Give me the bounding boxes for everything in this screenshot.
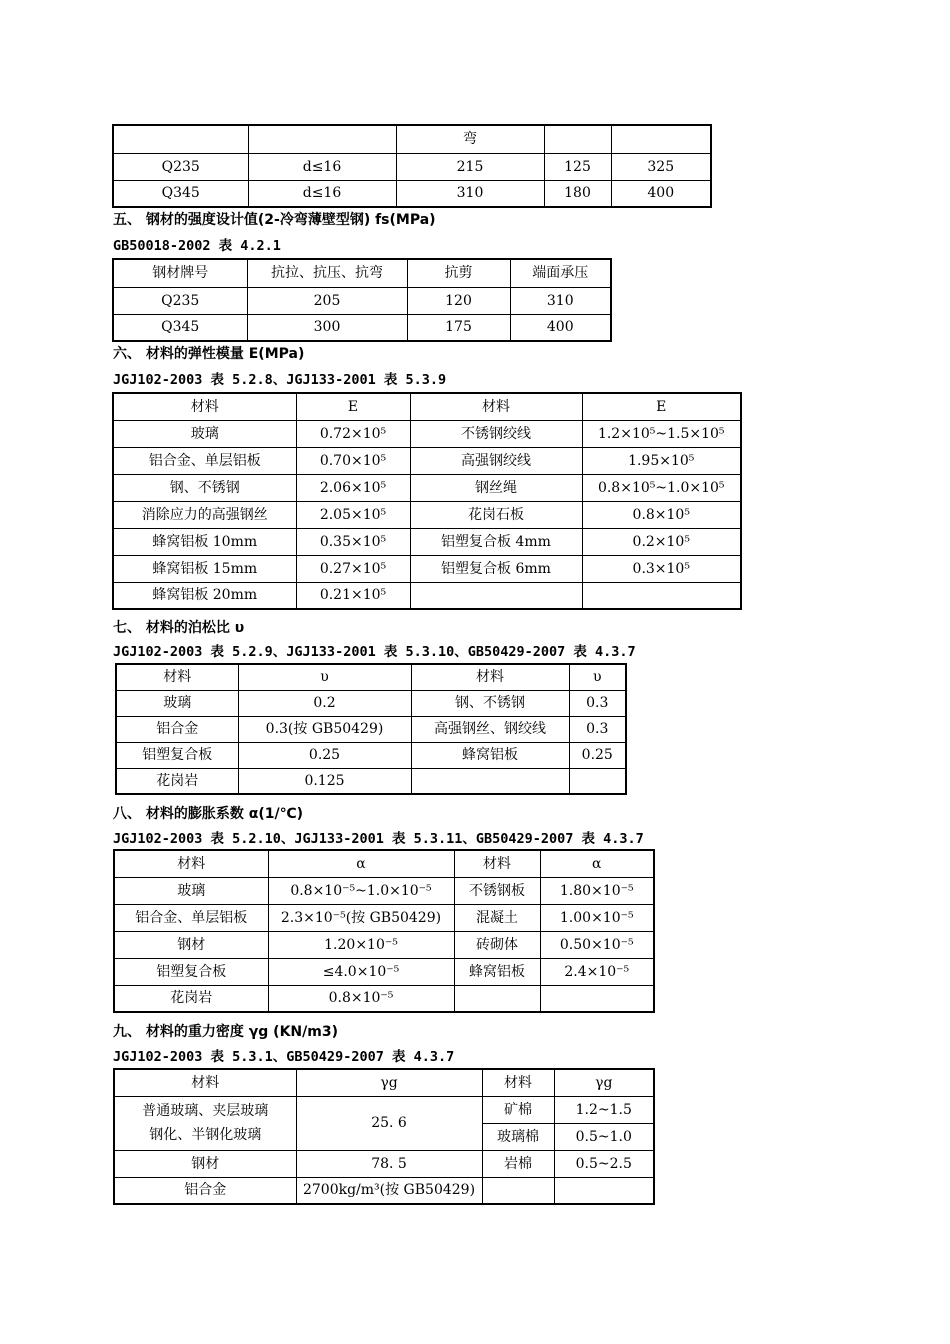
table-cell: ≤4.0×10⁻⁵: [268, 958, 454, 985]
table-row: [113, 582, 741, 609]
table-cell: 310: [510, 287, 611, 314]
table-cell: 钢、不锈钢: [113, 474, 296, 501]
table-cell: 钢材: [114, 931, 268, 958]
table-cell: 0.3(按 GB50429): [238, 716, 411, 742]
table-row: [114, 985, 654, 1012]
table-cell: Q345: [113, 180, 248, 207]
table-row: [113, 528, 741, 555]
table-row: [113, 420, 741, 447]
table-cell: 2700kg/m³(按 GB50429): [296, 1177, 482, 1204]
table-row: [113, 287, 611, 314]
table-row: [114, 958, 654, 985]
table-row: [113, 501, 741, 528]
table-cell: 0.8×10⁻⁵: [268, 985, 454, 1012]
table-cell: 蜂窝铝板 10mm: [113, 528, 296, 555]
table-cell: 1.2~1.5: [554, 1096, 654, 1123]
table-cell: 钢丝绳: [410, 474, 582, 501]
table-cell: [411, 768, 569, 794]
cold-formed-steel-strength-table: [112, 258, 612, 342]
table-cell: γg: [554, 1069, 654, 1096]
table-cell: α: [540, 850, 654, 877]
table-cell: 400: [611, 180, 711, 207]
table-cell: 0.25: [569, 742, 626, 768]
table-row: [114, 931, 654, 958]
table-row: [116, 742, 626, 768]
table-cell: 0.8×10⁵: [582, 501, 741, 528]
table-cell: 0.3: [569, 690, 626, 716]
table-cell: 1.00×10⁻⁵: [540, 904, 654, 931]
table-header-row: [113, 393, 741, 420]
elastic-modulus-table: [112, 392, 742, 610]
table-cell: 玻璃棉: [482, 1123, 554, 1150]
table-cell: d≤16: [248, 180, 396, 207]
table-cell: 岩棉: [482, 1150, 554, 1177]
gravity-density-table: [113, 1068, 655, 1205]
table-cell: 材料: [454, 850, 540, 877]
table-cell: 铝合金、单层铝板: [114, 904, 268, 931]
table-cell: 材料: [410, 393, 582, 420]
table-cell: [544, 125, 611, 153]
table-cell: 端面承压: [510, 259, 611, 287]
table-cell: [554, 1177, 654, 1204]
table-row: [113, 153, 711, 180]
table-cell: 175: [407, 314, 510, 341]
section-9-reference: JGJ102-2003 表 5.3.1、GB50429-2007 表 4.3.7: [113, 1049, 455, 1065]
section-5-table-wrap: [112, 258, 612, 342]
table-cell: 0.72×10⁵: [296, 420, 410, 447]
table-cell: 蜂窝铝板 15mm: [113, 555, 296, 582]
table-cell: 弯: [396, 125, 544, 153]
table-cell: 0.125: [238, 768, 411, 794]
elastic-modulus-body: [113, 393, 741, 609]
expansion-coefficient-table: [113, 849, 655, 1013]
table-cell: 1.95×10⁵: [582, 447, 741, 474]
table-row: [113, 447, 741, 474]
table-row: [114, 1177, 654, 1204]
table-cell: 蜂窝铝板: [411, 742, 569, 768]
table-row: [113, 314, 611, 341]
section-9-heading: 九、 材料的重力密度 γg (KN/m3): [113, 1024, 338, 1040]
table-cell: 0.50×10⁻⁵: [540, 931, 654, 958]
table-row: [116, 768, 626, 794]
table-cell: 325: [611, 153, 711, 180]
section-7-heading: 七、 材料的泊松比 υ: [113, 620, 245, 636]
table-cell: 材料: [114, 1069, 296, 1096]
table-cell: 砖砌体: [454, 931, 540, 958]
table-cell: 0.3: [569, 716, 626, 742]
table-row: [116, 690, 626, 716]
glass-type-line-2: 钢化、半钢化玻璃: [149, 1127, 262, 1143]
table-cell: 400: [510, 314, 611, 341]
table-cell: 0.3×10⁵: [582, 555, 741, 582]
table-row: [114, 1096, 654, 1123]
poisson-ratio-body: [116, 664, 626, 794]
table-cell: 铝合金: [116, 716, 238, 742]
section-6-table-wrap: [112, 392, 742, 610]
table-cell: 不锈钢板: [454, 877, 540, 904]
table-cell: 抗拉、抗压、抗弯: [247, 259, 407, 287]
table-cell: [454, 985, 540, 1012]
table-row: [114, 904, 654, 931]
table-cell: Q235: [113, 287, 247, 314]
table-cell: υ: [238, 664, 411, 690]
table-cell: 2.4×10⁻⁵: [540, 958, 654, 985]
table-cell: 0.2: [238, 690, 411, 716]
table-header-row: [116, 664, 626, 690]
table-cell: 180: [544, 180, 611, 207]
table-cell: [113, 125, 248, 153]
table-cell: 材料: [113, 393, 296, 420]
table-cell: 1.20×10⁻⁵: [268, 931, 454, 958]
table-cell: 0.8×10⁻⁵~1.0×10⁻⁵: [268, 877, 454, 904]
table-cell: 0.27×10⁵: [296, 555, 410, 582]
table-cell: 铝塑复合板: [114, 958, 268, 985]
table-cell: 混凝土: [454, 904, 540, 931]
table-cell: 矿棉: [482, 1096, 554, 1123]
table-cell: 花岗石板: [410, 501, 582, 528]
table-cell: 抗剪: [407, 259, 510, 287]
table-cell: 1.80×10⁻⁵: [540, 877, 654, 904]
table-cell: 25. 6: [296, 1096, 482, 1150]
table-row: [114, 877, 654, 904]
table-cell: 125: [544, 153, 611, 180]
section-6-reference: JGJ102-2003 表 5.2.8、JGJ133-2001 表 5.3.9: [113, 372, 447, 388]
expansion-coefficient-body: [114, 850, 654, 1012]
table-cell: 蜂窝铝板 20mm: [113, 582, 296, 609]
table-cell: 花岗岩: [114, 985, 268, 1012]
strength-table: [112, 124, 712, 208]
section-8-heading: 八、 材料的膨胀系数 α(1/℃): [113, 806, 303, 822]
table-cell: 材料: [411, 664, 569, 690]
table-cell: 材料: [482, 1069, 554, 1096]
table-row: [113, 474, 741, 501]
table-cell: [540, 985, 654, 1012]
table-cell: α: [268, 850, 454, 877]
table-cell: 铝塑复合板: [116, 742, 238, 768]
section-8-reference: JGJ102-2003 表 5.2.10、JGJ133-2001 表 5.3.11、GB50429-2007 表 4.3.7: [113, 831, 644, 847]
table-cell: [410, 582, 582, 609]
table-cell: [611, 125, 711, 153]
table-cell: [248, 125, 396, 153]
table-row: [114, 1150, 654, 1177]
table-cell: 材料: [116, 664, 238, 690]
table-cell: 玻璃: [113, 420, 296, 447]
table-cell-glass: [114, 1096, 296, 1150]
section-8-table-wrap: [113, 849, 655, 1013]
table-header-row: [114, 850, 654, 877]
table-cell: 高强钢绞线: [410, 447, 582, 474]
table-cell: 铝塑复合板 6mm: [410, 555, 582, 582]
table-row: [116, 716, 626, 742]
table-cell: 钢材: [114, 1150, 296, 1177]
section-5-heading: 五、 钢材的强度设计值(2-冷弯薄壁型钢) fs(MPa): [113, 212, 436, 228]
table-cell: 钢材牌号: [113, 259, 247, 287]
glass-type-line-1: 普通玻璃、夹层玻璃: [142, 1103, 269, 1119]
table-cell: 玻璃: [114, 877, 268, 904]
table-cell: 蜂窝铝板: [454, 958, 540, 985]
table-cell: 0.21×10⁵: [296, 582, 410, 609]
table-cell: 0.5~2.5: [554, 1150, 654, 1177]
table-cell: 0.5~1.0: [554, 1123, 654, 1150]
table-cell: 0.70×10⁵: [296, 447, 410, 474]
table-cell: 不锈钢绞线: [410, 420, 582, 447]
table-cell: 0.35×10⁵: [296, 528, 410, 555]
table-cell: 215: [396, 153, 544, 180]
table-cell: 材料: [114, 850, 268, 877]
table-cell: 2.3×10⁻⁵(按 GB50429): [268, 904, 454, 931]
table-cell: 玻璃: [116, 690, 238, 716]
table-cell: 300: [247, 314, 407, 341]
table-cell: 2.05×10⁵: [296, 501, 410, 528]
table-cell: 铝合金、单层铝板: [113, 447, 296, 474]
table-cell: 0.8×10⁵~1.0×10⁵: [582, 474, 741, 501]
table-cell: 205: [247, 287, 407, 314]
table-cell: 铝合金: [114, 1177, 296, 1204]
table-row: [113, 555, 741, 582]
table-cell: 花岗岩: [116, 768, 238, 794]
section-9-table-wrap: [113, 1068, 655, 1205]
section-7-reference: JGJ102-2003 表 5.2.9、JGJ133-2001 表 5.3.10、GB50429-2007 表 4.3.7: [113, 644, 636, 660]
table-header-row: [114, 1069, 654, 1096]
table-cell: 310: [396, 180, 544, 207]
table-cell: 120: [407, 287, 510, 314]
table-cell: 0.25: [238, 742, 411, 768]
table-cell: Q345: [113, 314, 247, 341]
table-cell: d≤16: [248, 153, 396, 180]
table-cell: 铝塑复合板 4mm: [410, 528, 582, 555]
poisson-ratio-table: [115, 663, 627, 795]
table-header-row: [113, 125, 711, 153]
table-cell: E: [296, 393, 410, 420]
table-cell: 高强钢丝、钢绞线: [411, 716, 569, 742]
table-row: [113, 180, 711, 207]
table-cell: 消除应力的高强钢丝: [113, 501, 296, 528]
table-cell: 2.06×10⁵: [296, 474, 410, 501]
table-cell: 钢、不锈钢: [411, 690, 569, 716]
section-7-table-wrap: [115, 663, 627, 795]
table-cell: [569, 768, 626, 794]
table-cell: E: [582, 393, 741, 420]
steel-strength-table-continued: [112, 124, 712, 208]
section-6-heading: 六、 材料的弹性模量 E(MPa): [113, 346, 305, 362]
table-cell: 1.2×10⁵~1.5×10⁵: [582, 420, 741, 447]
table-cell: [482, 1177, 554, 1204]
table-cell: υ: [569, 664, 626, 690]
table-cell: 0.2×10⁵: [582, 528, 741, 555]
section-5-reference: GB50018-2002 表 4.2.1: [113, 238, 281, 254]
table-header-row: [113, 259, 611, 287]
table-cell: Q235: [113, 153, 248, 180]
table-cell: [582, 582, 741, 609]
table-cell: γg: [296, 1069, 482, 1096]
table-cell: 78. 5: [296, 1150, 482, 1177]
